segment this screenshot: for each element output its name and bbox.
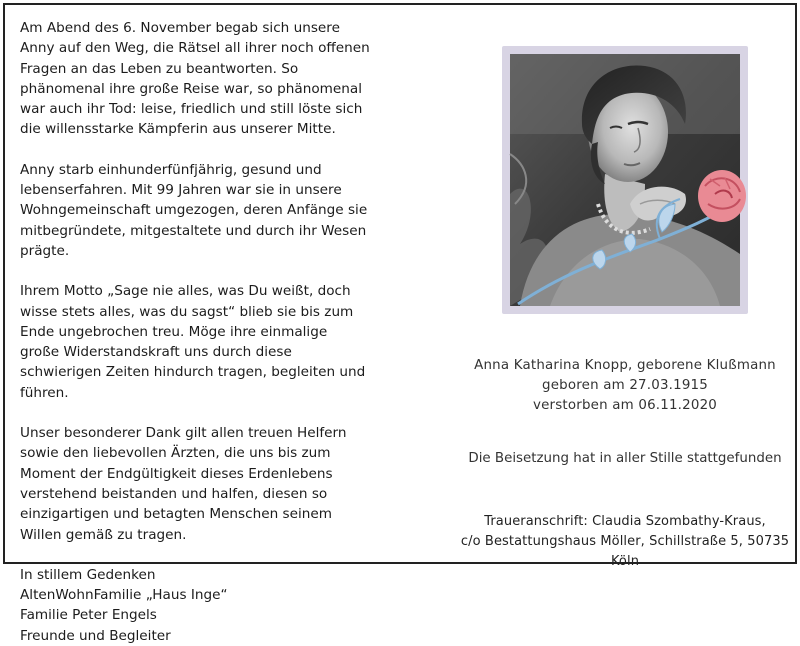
address-line-2: c/o Bestattungshaus Möller, Schillstraße 5, 50735 Köln xyxy=(460,534,790,569)
mourning-address xyxy=(460,512,790,572)
paragraph-3: Ihrem Motto „Sage nie alles, was Du weißt, doch wisse stets alles, was du sagst“ blieb sie bis zum Ende ungebrochen treu. Möge ihre einmalige große Widerstandskraft uns durch diese schwierigen Zeiten hindurch tragen, begleiten und führen. xyxy=(20,283,366,401)
deceased-name: Anna Katharina Knopp, geborene Klußmann xyxy=(474,358,776,373)
burial-note: Die Beisetzung hat in aller Stille stattgefunden xyxy=(468,451,782,466)
paragraph-2: Anny starb einhunderfünfjährig, gesund und lebenserfahren. Mit 99 Jahren war sie in unsere Wohngemeinschaft umgezogen, deren Anfänge sie mitbegründete, mitgestaltete und durch ihr Wesen prägte. xyxy=(20,161,368,259)
address-line-1: Traueranschrift: Claudia Szombathy-Kraus, xyxy=(484,514,766,529)
obituary-text xyxy=(20,18,370,646)
death-date: verstorben am 06.11.2020 xyxy=(532,398,718,413)
portrait-photo xyxy=(510,54,740,306)
signature-block xyxy=(20,565,370,646)
closing-line-1: In stillem Gedenken xyxy=(20,566,156,583)
paragraph-1: Am Abend des 6. November begab sich unsere Anny auf den Weg, die Rätsel all ihrer noch offenen Fragen an das Leben zu beantworten. So phänomenal ihre große Reise war, so phänomenal war auch ihr Tod: leise, friedlich und still löste sich die willensstarke Kämpferin aus unserer Mitte. xyxy=(20,20,370,138)
closing-line-3: Familie Peter Engels xyxy=(20,607,157,624)
closing-line-2: AltenWohnFamilie „Haus Inge“ xyxy=(20,587,228,604)
closing-line-4: Freunde und Begleiter xyxy=(20,627,171,644)
portrait-illustration xyxy=(510,54,740,306)
portrait-photo-frame xyxy=(502,46,748,314)
birth-date: geboren am 27.03.1915 xyxy=(542,378,708,393)
deceased-info xyxy=(460,356,790,416)
paragraph-4: Unser besonderer Dank gilt allen treuen Helfern sowie den liebevollen Ärzten, die uns bis zum Moment der Endgültigkeit dieses Erdenlebens verstehend beistanden und halfen, diesen so einzigartigen und betagten Menschen seinem Willen gemäß zu tragen. xyxy=(20,425,347,543)
